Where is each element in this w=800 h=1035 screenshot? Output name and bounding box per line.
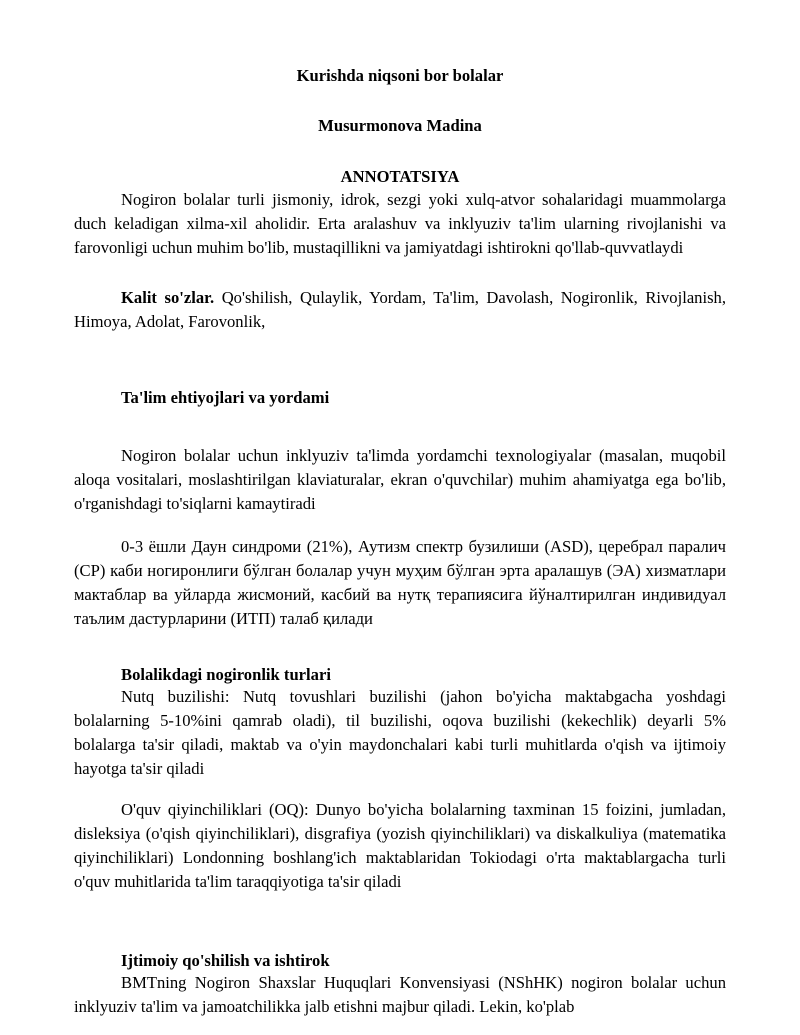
education-paragraph-2: 0-3 ёшли Даун синдроми (21%), Аутизм спектр бузилиши (ASD), церебрал паралич (CP) каби ногиронлиги бўлган болалар учун муҳим бўлган эрта аралашув (ЭА) хизматлари мактаблар ва уйларда жисмоний, касбий ва нутқ терапиясига йўналтирилган индивидуал таълим дастурларини (ИТП) талаб қилади <box>74 537 726 628</box>
disability-paragraph-1: Nutq buzilishi: Nutq tovushlari buzilishi (jahon bo'yicha maktabgacha yoshdagi bolalarning 5-10%ini qamrab oladi), til buzilishi, oqova buzilishi (kekechlik) deyarli 5% bolalarga ta'sir qiladi, maktab va o'yin maydonchalari kabi turli muhitlarda o'qish va ijtimoiy hayotga ta'sir qiladi <box>74 687 726 778</box>
abstract-heading: ANNOTATSIYA <box>340 167 460 186</box>
section-heading-disability-types: Bolalikdagi nogironlik turlari <box>121 665 331 684</box>
keywords-label: Kalit so'zlar. <box>121 288 215 307</box>
social-inclusion-paragraph-1: BMTning Nogiron Shaxslar Huquqlari Konvensiyasi (NShHK) nogiron bolalar uchun inklyuziv ta'lim va jamoatchilikka jalb etishni majbur qiladi. Lekin, ko'plab <box>74 973 726 1016</box>
keywords-text: Qo'shilish, Qulaylik, Yordam, Ta'lim, Davolash, Nogironlik, Rivojlanish, Himoya, Adolat, Farovonlik, <box>74 288 726 331</box>
section-heading-social-inclusion: Ijtimoiy qo'shilish va ishtirok <box>121 951 330 970</box>
abstract-paragraph: Nogiron bolalar turli jismoniy, idrok, sezgi yoki xulq-atvor sohalaridagi muammolarga duch keladigan xilma-xil aholidir. Erta aralashuv va inklyuziv ta'lim ularning rivojlanishi va farovonligi uchun muhim bo'lib, mustaqillikni va jamiyatdagi ishtirokni qo'llab-quvvatlaydi <box>74 190 726 257</box>
section-heading-education: Ta'lim ehtiyojlari va yordami <box>121 388 330 407</box>
document-title: Kurishda niqsoni bor bolalar <box>296 66 504 85</box>
education-paragraph-1: Nogiron bolalar uchun inklyuziv ta'limda yordamchi texnologiyalar (masalan, muqobil aloqa vositalari, moslashtirilgan klaviaturalar, ekran o'quvchilar) muhim ahamiyatga ega bo'lib, o'rganishdagi to'siqlarni kamaytiradi <box>74 446 726 513</box>
document-author: Musurmonova Madina <box>318 116 482 135</box>
disability-paragraph-2: O'quv qiyinchiliklari (OQ): Dunyo bo'yicha bolalarning taxminan 15 foizini, jumladan, disleksiya (o'qish qiyinchiliklari), disgrafiya (yozish qiyinchiliklari) va diskalkuliya (matematika qiyinchiliklari) Londonning boshlang'ich maktablaridan Tokiodagi o'rta maktablargacha turli o'quv muhitlarida ta'lim taraqqiyotiga ta'sir qiladi <box>74 800 726 891</box>
keywords-paragraph <box>74 286 726 334</box>
